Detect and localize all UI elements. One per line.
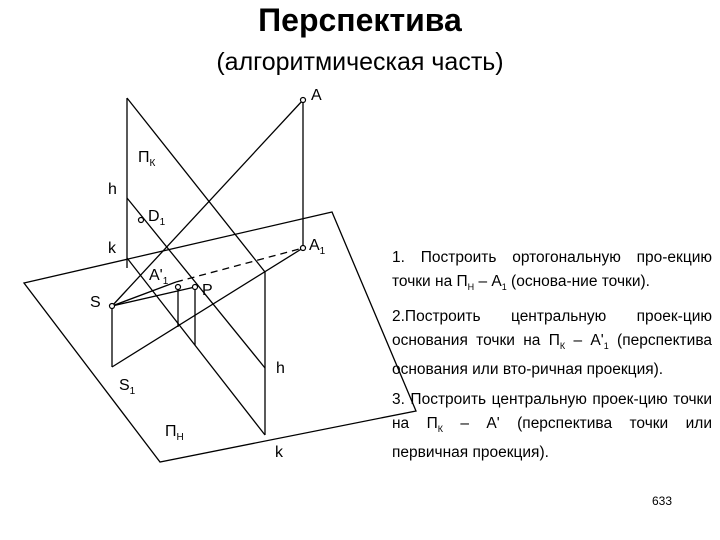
algorithm-steps <box>392 246 712 476</box>
label-k-right: k <box>275 444 283 461</box>
label-h-right: h <box>276 360 285 377</box>
ground-plane <box>24 212 416 462</box>
label-h-left: h <box>108 181 117 198</box>
label-A1p: $A'_1$ <box>149 267 169 287</box>
point-D1-marker <box>139 218 144 223</box>
ray-S1-A1 <box>112 248 303 367</box>
ray-S-A <box>112 100 303 306</box>
label-A1: $A_1$ <box>309 237 326 257</box>
page-subtitle: (алгоритмическая часть) <box>216 48 504 76</box>
label-k-left: k <box>108 240 116 257</box>
label-A: A <box>311 87 322 104</box>
picture-plane-top-edge <box>127 98 265 272</box>
ray-S-A1-hidden <box>176 248 303 282</box>
label-S: S <box>90 294 101 311</box>
label-D1: $D_1$ <box>148 208 166 228</box>
page-number: 633 <box>652 494 673 508</box>
point-P-marker <box>193 285 198 290</box>
label-Pn: $П_Н$ <box>165 423 184 443</box>
point-A1p-marker <box>176 285 181 290</box>
label-S1: $S_1$ <box>119 377 136 397</box>
point-A1-marker <box>301 246 306 251</box>
label-Pk: $П_К$ <box>138 149 156 169</box>
point-S-marker <box>110 304 115 309</box>
page-title: Перспектива <box>258 2 462 38</box>
point-A-marker <box>301 98 306 103</box>
step-3: 3. Построить центральную проек-цию точки на $П_К$ – А' (перспектива точки или первичная проекция). <box>392 391 712 462</box>
step-2: 2.Построить центральную проек-цию основания точки на $П_К - А'_1$ (перспектива основания или вто-ричная проекция). <box>392 308 712 379</box>
label-P: P <box>202 282 213 299</box>
step-1: 1. Построить ортогональную про-екцию точки на $П_Н - А_1$ (основа-ние точки). <box>392 249 712 293</box>
